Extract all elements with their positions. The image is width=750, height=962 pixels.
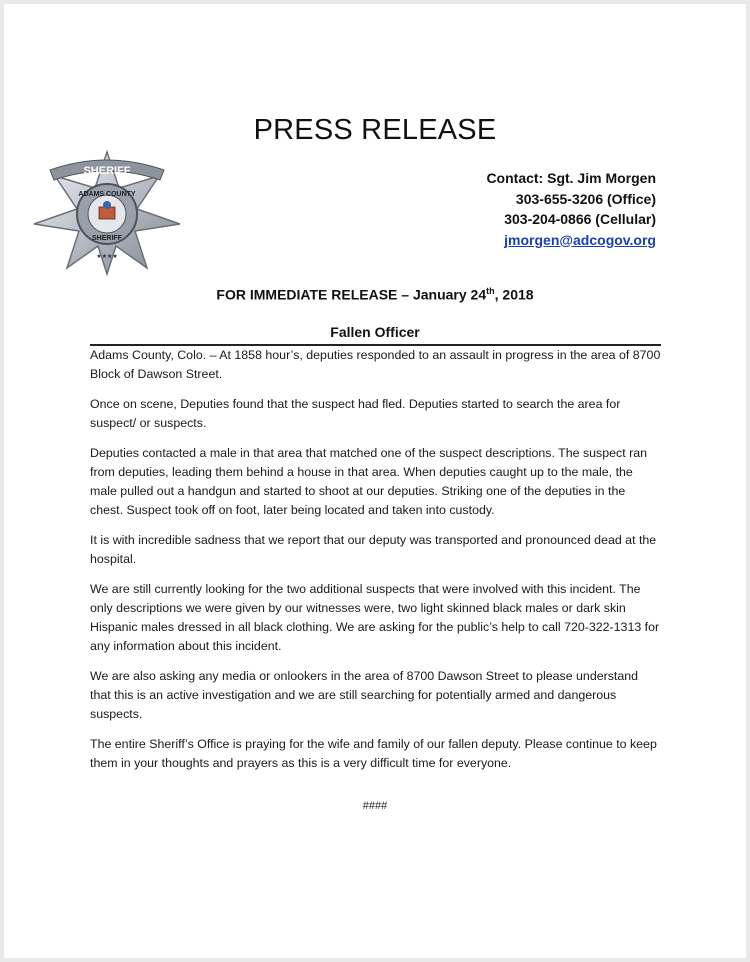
contact-name: Contact: Sgt. Jim Morgen <box>486 170 656 186</box>
contact-cell-phone: 303-204-0866 (Cellular) <box>504 211 656 227</box>
body-paragraph: We are also asking any media or onlookers in the area of 8700 Dawson Street to please understand that this is an active investigation and we are still searching for potentially armed and dangerous suspects. <box>90 669 639 721</box>
contact-block <box>486 168 656 250</box>
page-title: PRESS RELEASE <box>253 114 497 146</box>
end-marker: #### <box>362 800 388 812</box>
badge-stars: ★★★★ <box>96 253 118 260</box>
body-paragraph: Adams County, Colo. – At 1858 hour’s, deputies responded to an assault in progress in the area of 8700 Block of Dawson Street. <box>90 348 661 381</box>
release-date-suffix: th <box>486 286 495 296</box>
release-year: , 2018 <box>494 286 534 303</box>
body-paragraph: We are still currently looking for the two additional suspects that were involved with this incident. The only descriptions we were given by our witnesses were, two light skinned black males or dark skin Hispanic males dressed in all black clothing. We are asking for the public’s help to call 720-322-1313 for any information about this incident. <box>90 582 660 653</box>
release-body <box>90 346 661 784</box>
contact-office-phone: 303-655-3206 (Office) <box>515 190 656 207</box>
body-paragraph: Once on scene, Deputies found that the suspect had fled. Deputies started to search the area for suspect/ or suspects. <box>90 397 621 430</box>
document-page <box>4 4 746 958</box>
badge-banner-text: SHERIFF <box>83 165 131 177</box>
sheriff-badge-logo <box>28 146 186 278</box>
badge-ring-text-bottom: SHERIFF <box>92 235 122 242</box>
body-paragraph: The entire Sheriff’s Office is praying for the wife and family of our fallen deputy. Please continue to keep them in your thoughts and prayers as this is a very difficult time for everyone. <box>90 737 657 770</box>
body-paragraph: Deputies contacted a male in that area that matched one of the suspect descriptions. The suspect ran from deputies, leading them behind a house in that area. When deputies caught up to the male, the male pulled out a handgun and started to shoot at our deputies. Striking one of the deputies in the chest. Suspect took off on foot, later being located and taken into custody. <box>90 446 647 517</box>
body-paragraph: It is with incredible sadness that we report that our deputy was transported and pronounced dead at the hospital. <box>90 533 657 566</box>
contact-email-link[interactable]: jmorgen@adcogov.org <box>504 231 656 248</box>
section-heading: Fallen Officer <box>330 324 420 340</box>
release-prefix: FOR IMMEDIATE RELEASE – January 24 <box>216 286 487 303</box>
release-line <box>4 286 746 303</box>
badge-ring-text-top: ADAMS COUNTY <box>78 191 136 198</box>
